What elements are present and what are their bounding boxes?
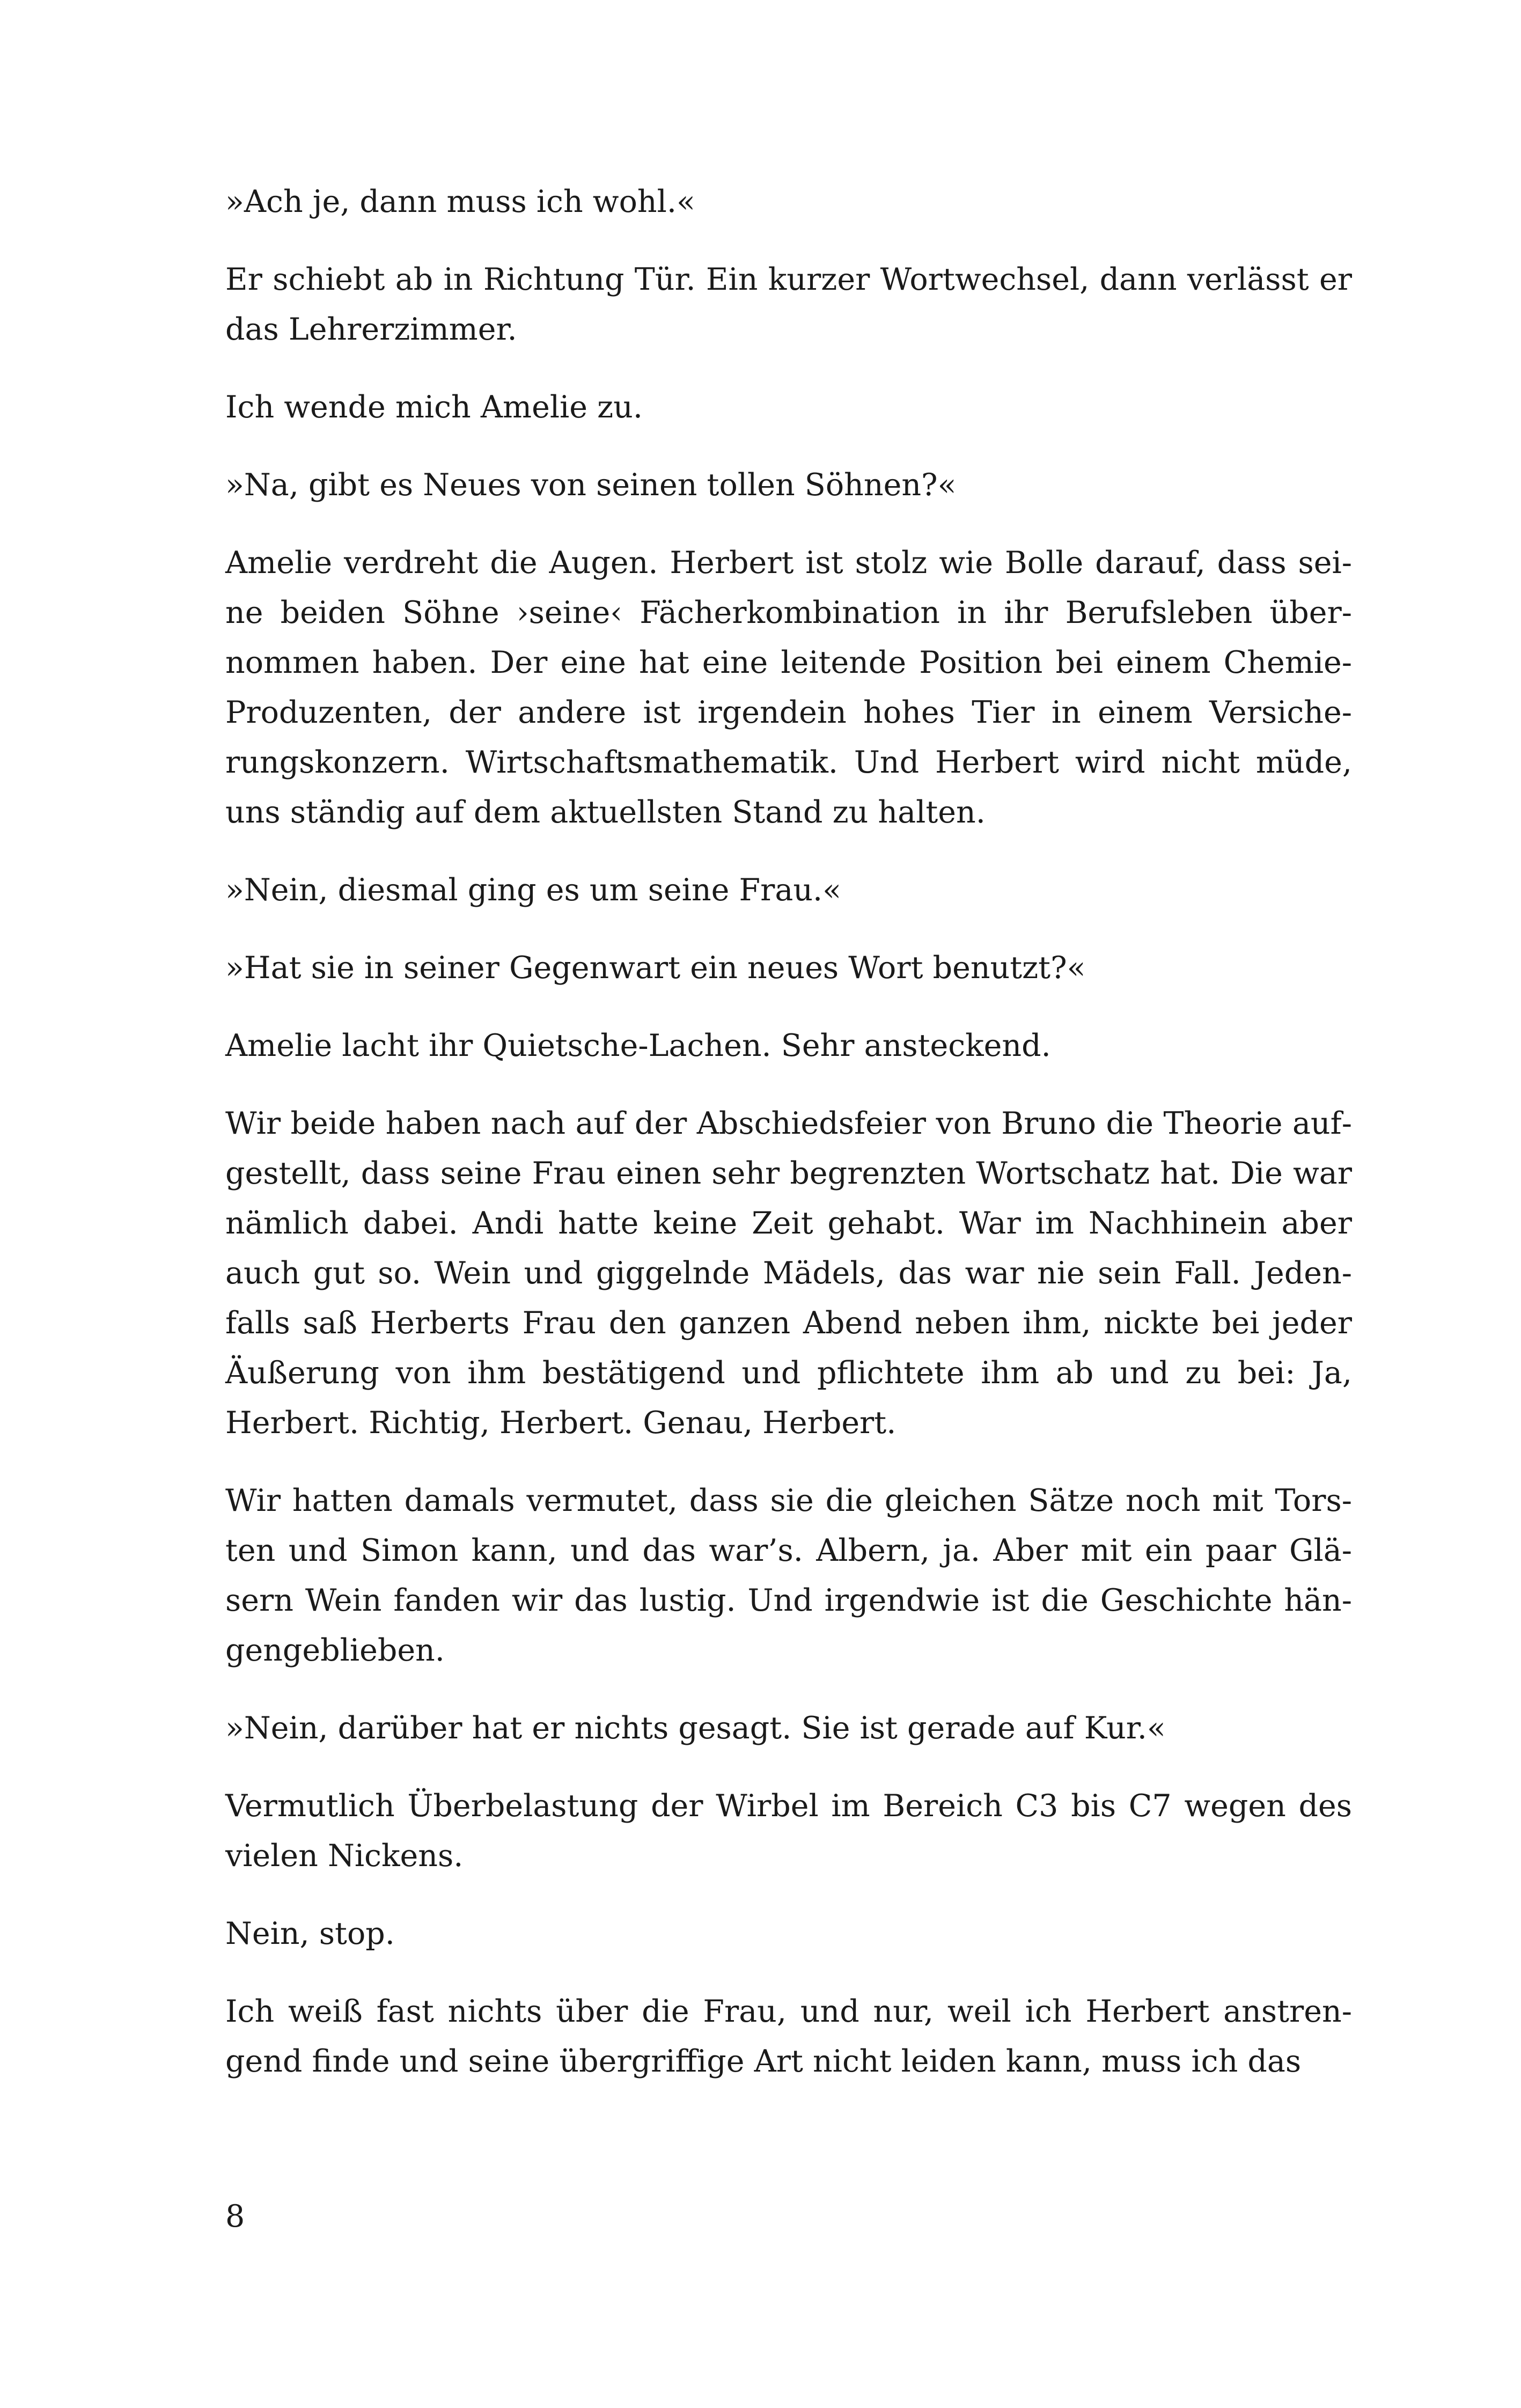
paragraph-14: Ich weiß fast nichts über die Frau, und nur, weil ich Herbert anstrengend finde und seine übergriffige Art nicht leiden kann, muss ich das — [225, 1994, 1352, 2079]
paragraph-6: »Nein, diesmal ging es um seine Frau.« — [225, 872, 842, 908]
paragraph-2: Er schiebt ab in Richtung Tür. Ein kurzer Wortwechsel, dann verlässt er das Lehrerzimmer. — [225, 262, 1352, 347]
paragraph-7: »Hat sie in seiner Gegenwart ein neues Wort benutzt?« — [225, 950, 1086, 986]
body-text — [225, 177, 1352, 2115]
paragraph-9: Wir beide haben nach auf der Abschiedsfeier von Bruno die Theorie aufgestellt, dass seine Frau einen sehr begrenzten Wortschatz hat. Die war nämlich dabei. Andi hatte keine Zeit gehabt. War im Nachhinein aber auch gut so. Wein und giggelnde Mädels, das war nie sein Fall. Jedenfalls saß Herberts Frau den ganzen Abend neben ihm, nickte bei jeder Äußerung von ihm bestätigend und pflichtete ihm ab und zu bei: Ja, Herbert. Richtig, Herbert. Genau, Herbert. — [225, 1106, 1352, 1441]
paragraph-3: Ich wende mich Amelie zu. — [225, 390, 643, 425]
paragraph-1: »Ach je, dann muss ich wohl.« — [225, 184, 695, 219]
paragraph-5: Amelie verdreht die Augen. Herbert ist stolz wie Bolle darauf, dass seine beiden Söhne ›seine‹ Fächerkombination in ihr Berufsleben übernommen haben. Der eine hat eine leitende Position bei einem Chemie-Produzenten, der andere ist irgendein hohes Tier in einem Versicherungskonzern. Wirtschaftsmathematik. Und Herbert wird nicht müde, uns ständig auf dem aktuellsten Stand zu halten. — [225, 545, 1352, 830]
paragraph-4: »Na, gibt es Neues von seinen tollen Söhnen?« — [225, 467, 957, 503]
paragraph-10: Wir hatten damals vermutet, dass sie die gleichen Sätze noch mit Torsten und Simon kann, und das war’s. Albern, ja. Aber mit ein paar Gläsern Wein fanden wir das lustig. Und irgendwie ist die Geschichte hängengeblieben. — [225, 1483, 1352, 1668]
paragraph-13: Nein, stop. — [225, 1916, 395, 1951]
paragraph-12: Vermutlich Überbelastung der Wirbel im Bereich C3 bis C7 wegen des vielen Nickens. — [225, 1788, 1352, 1874]
paragraph-8: Amelie lacht ihr Quietsche-Lachen. Sehr ansteckend. — [225, 1028, 1051, 1063]
paragraph-11: »Nein, darüber hat er nichts gesagt. Sie ist gerade auf Kur.« — [225, 1710, 1166, 1746]
page-number: 8 — [225, 2199, 245, 2234]
